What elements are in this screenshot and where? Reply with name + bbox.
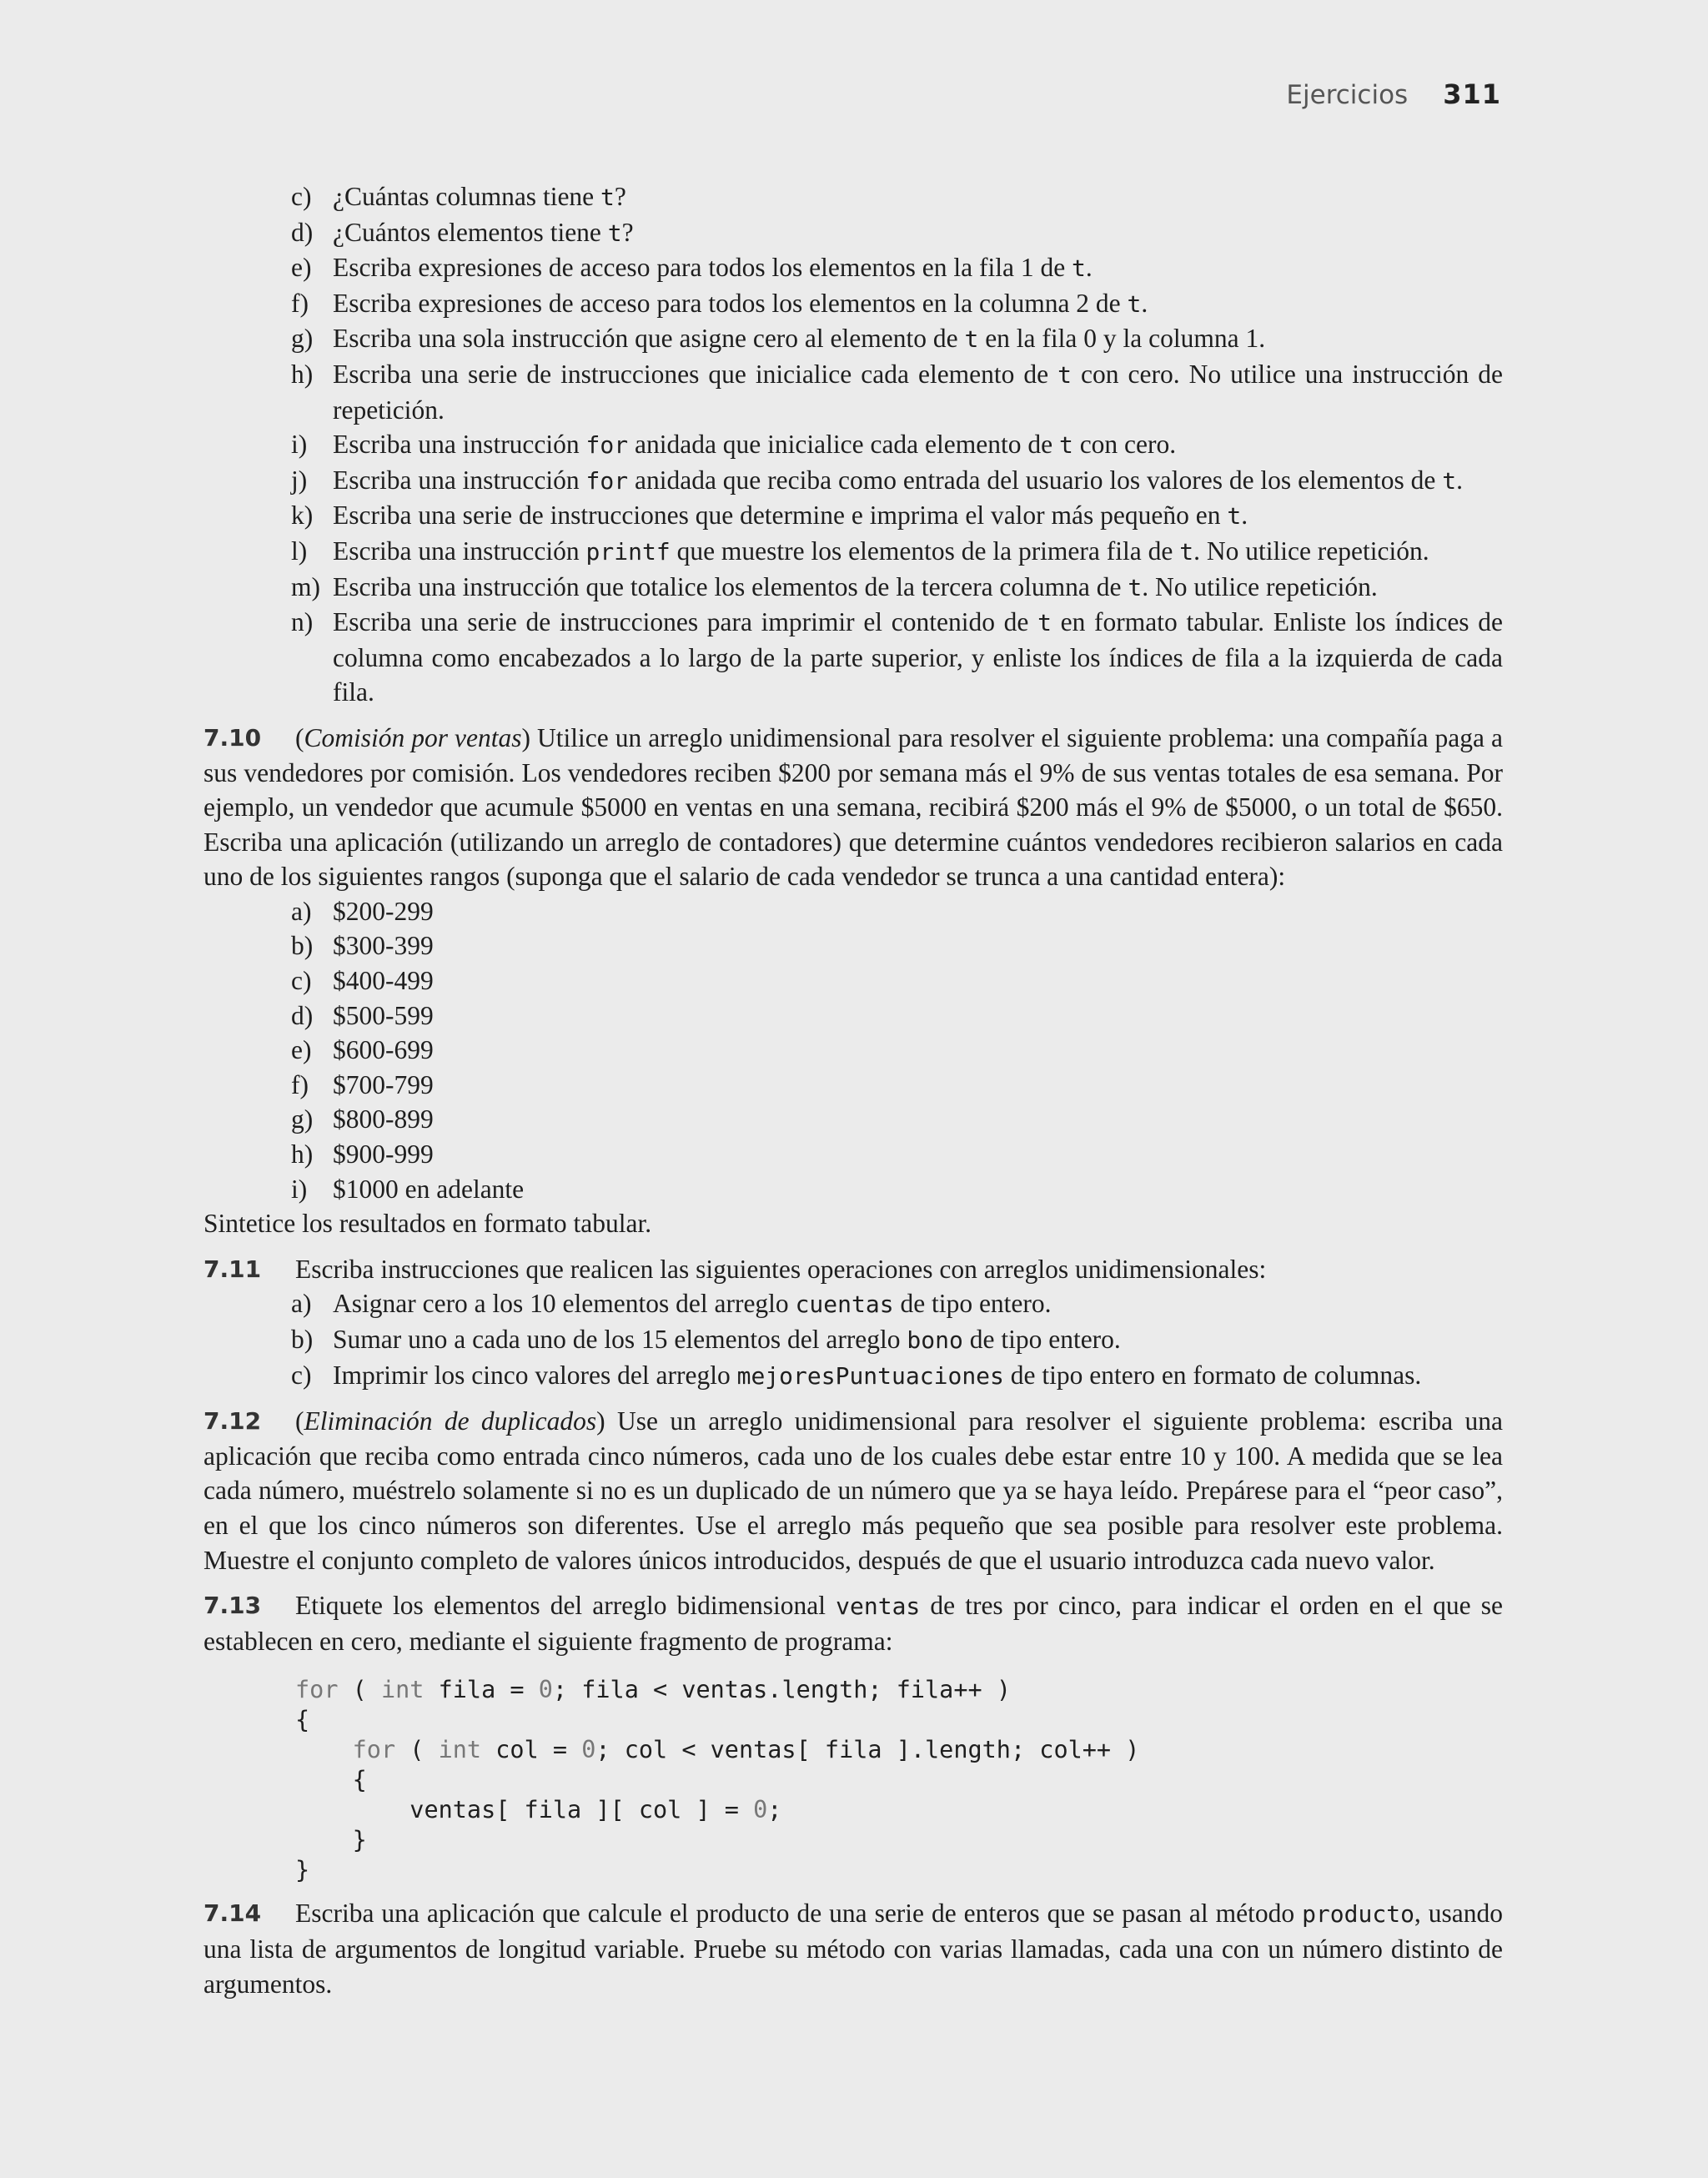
text-run: . — [1141, 288, 1148, 318]
list-item-label: d) — [291, 1000, 314, 1030]
code-word: for — [585, 466, 629, 495]
code-word: cuentas — [795, 1290, 894, 1319]
exercise-title: Comisión por ventas — [304, 722, 522, 752]
text-run: de tipo entero. — [962, 1325, 1121, 1354]
list-item-label: h) — [291, 1139, 314, 1169]
list-item — [203, 1102, 1503, 1137]
code-text: fila = — [424, 1676, 539, 1704]
list-item — [203, 963, 1503, 998]
text-run: Escriba una instrucción — [333, 430, 586, 460]
list-item-label: g) — [291, 1104, 314, 1134]
list-item — [203, 1286, 1503, 1322]
code-line — [295, 1735, 1503, 1765]
list-item-label: b) — [291, 1325, 314, 1354]
list-item-label: m) — [291, 571, 320, 601]
text-run: de tipo entero. — [893, 1289, 1052, 1319]
list-item — [203, 1172, 1503, 1207]
text-run: ? — [621, 217, 634, 247]
list-item-label: e) — [291, 253, 312, 283]
code-word: mejoresPuntuaciones — [736, 1361, 1004, 1390]
text-run: Escriba expresiones de acceso para todos los elementos en la columna 2 de — [333, 288, 1128, 318]
exercise-body: Use un arreglo unidimensional para resolver el siguiente problema: escriba una aplicación que reciba como entrada cinco números, cada uno de los cuales debe estar entre 10 y 100. A medida que se lea cada número, muéstrelo solamente si no es un duplicado de un número que ya se haya leído. Prepárese para el “peor caso”, en el que los cinco números son diferentes. Use el arreglo más pequeño que sea posible para resolver este problema. Muestre el conjunto completo de valores únicos introducidos, después de que el usuario introduzca cada nuevo valor. — [203, 1406, 1503, 1575]
code-word: t — [1442, 466, 1457, 495]
code-word: t — [607, 219, 622, 247]
exercise-text: (Comisión por ventas) Utilice un arreglo unidimensional para resolver el siguiente problema: una compañía paga a sus vendedores por comisión. Los vendedores reciben $200 por semana más el 9% de sus ventas totales de esa semana. Por ejemplo, un vendedor que acumule $5000 en ventas en una semana, recibirá $200 más el 9% de $5000, o un total de $650. Escriba una aplicación (utilizando un arreglo de contadores) que determine cuántos vendedores recibieron salarios en cada uno de los siguientes rangos (suponga que el salario de cada vendedor se trunca a una cantidad entera): — [203, 722, 1503, 892]
code-word: bono — [907, 1326, 963, 1354]
exercise-7-9-sublist — [203, 179, 1503, 710]
code-text: col = — [481, 1736, 582, 1764]
text-run: $300-399 — [333, 931, 434, 961]
text-run: . — [1241, 500, 1248, 531]
list-item-label: f) — [291, 1069, 309, 1099]
list-item — [203, 1033, 1503, 1068]
exercise-title: Eliminación de duplicados — [304, 1406, 597, 1436]
list-item-label: i) — [291, 430, 308, 460]
salary-range-list — [203, 894, 1503, 1206]
code-line — [295, 1795, 1503, 1825]
list-item — [203, 215, 1503, 251]
exercise-text: (Eliminación de duplicados) Use un arreglo unidimensional para resolver el siguiente problema: escriba una aplicación que reciba como entrada cinco números, cada uno de los cuales debe estar entre 10 y 100. A medida que se lea cada número, muéstrelo solamente si no es un duplicado de un número que ya se haya leído. Prepárese para el “peor caso”, en el que los cinco números son diferentes. Use el arreglo más pequeño que sea posible para resolver este problema. Muestre el conjunto completo de valores únicos introducidos, después de que el usuario introduzca cada nuevo valor. — [203, 1406, 1503, 1575]
code-text: { — [295, 1706, 310, 1734]
text-run: anidada que reciba como entrada del usuario los valores de los elementos de — [628, 465, 1443, 495]
code-keyword: for — [352, 1736, 396, 1764]
text-run: Escriba una sola instrucción que asigne cero al elemento de — [333, 324, 965, 354]
list-item — [203, 928, 1503, 963]
text-run: . — [1085, 253, 1093, 283]
list-item — [203, 1068, 1503, 1103]
code-word: producto — [1302, 1900, 1414, 1929]
list-item — [203, 463, 1503, 499]
text-run: $1000 en adelante — [333, 1174, 525, 1204]
list-item — [203, 1358, 1503, 1394]
code-line — [295, 1705, 1503, 1735]
text-run: $500-599 — [333, 1000, 434, 1030]
text-run: que muestre los elementos de la primera fila de — [670, 536, 1180, 566]
list-item-label: c) — [291, 1360, 312, 1390]
code-keyword: int — [380, 1676, 424, 1704]
list-item-label: g) — [291, 324, 314, 354]
list-item — [203, 357, 1503, 427]
list-item — [203, 570, 1503, 606]
code-word: ventas — [836, 1592, 921, 1621]
exercise-body-end: , usando una lista de argumentos de longitud variable. Pruebe su método con varias llamadas, cada una con un número distinto de argumentos. — [203, 1899, 1503, 1999]
text-run: . — [1456, 465, 1463, 495]
text-run: en formato tabular. Enliste los índices de columna como encabezados a lo largo de la parte superior, y enliste los índices de fila a la izquierda de cada fila. — [333, 607, 1503, 707]
list-item — [203, 179, 1503, 215]
list-item-label: c) — [291, 966, 312, 996]
text-run: Escriba una serie de instrucciones que inicialice cada elemento de — [333, 359, 1058, 389]
code-word: t — [1037, 609, 1052, 637]
list-item — [203, 894, 1503, 929]
exercise-7-13 — [203, 1588, 1503, 1885]
running-header — [1286, 78, 1501, 120]
exercise-7-10 — [203, 721, 1503, 1241]
list-item — [203, 534, 1503, 570]
code-block — [295, 1675, 1503, 1885]
exercise-closing: Sintetice los resultados en formato tabular. — [203, 1209, 652, 1239]
code-word: t — [1058, 431, 1073, 460]
exercise-number: 7.11 — [203, 1255, 262, 1283]
section-title: Ejercicios — [1286, 80, 1409, 110]
code-text: ( — [338, 1676, 381, 1704]
exercise-7-14 — [203, 1896, 1503, 2001]
code-line — [295, 1825, 1503, 1855]
code-word: t — [600, 184, 615, 211]
text-run: con cero. — [1073, 430, 1177, 460]
list-item-label: b) — [291, 931, 314, 961]
list-item-label: a) — [291, 896, 312, 926]
exercise-number: 7.13 — [203, 1592, 262, 1620]
list-item — [203, 498, 1503, 534]
code-keyword: int — [438, 1736, 482, 1764]
text-run: de tipo entero en formato de columnas. — [1003, 1360, 1422, 1390]
list-item — [203, 250, 1503, 286]
code-text: ; fila < ventas.length; fila++ ) — [552, 1676, 1011, 1704]
text-run: $600-699 — [333, 1035, 434, 1065]
text-run: Escriba una instrucción — [333, 465, 586, 495]
code-line — [295, 1765, 1503, 1795]
code-line — [295, 1675, 1503, 1705]
code-word: t — [1057, 360, 1073, 389]
list-item-label: l) — [291, 536, 308, 566]
exercise-7-11 — [203, 1252, 1503, 1393]
code-text: ; — [767, 1796, 782, 1824]
list-item-label: k) — [291, 500, 314, 531]
text-run: Asignar cero a los 10 elementos del arreglo — [333, 1289, 796, 1319]
list-item-label: c) — [291, 182, 312, 211]
text-run: $800-899 — [333, 1104, 434, 1134]
list-item-label: e) — [291, 1035, 312, 1065]
code-word: for — [585, 431, 629, 460]
text-run: Escriba una serie de instrucciones para imprimir el contenido de — [333, 607, 1038, 637]
list-item — [203, 1322, 1503, 1358]
operations-list — [203, 1286, 1503, 1393]
code-text: } — [295, 1856, 310, 1884]
code-word: t — [1127, 289, 1142, 318]
list-item-label: i) — [291, 1174, 308, 1204]
text-run: $200-299 — [333, 896, 434, 926]
list-item-label: a) — [291, 1289, 312, 1319]
text-run: Sumar uno a cada uno de los 15 elementos del arreglo — [333, 1325, 907, 1354]
exercise-body-end: de tres por cinco, para indicar el orden en el que se establecen en cero, mediante el siguiente fragmento de programa: — [203, 1591, 1503, 1656]
code-text: ( — [395, 1736, 439, 1764]
list-item-label: f) — [291, 288, 309, 318]
text-run: Escriba una instrucción — [333, 536, 586, 566]
text-run: con cero. No utilice una instrucción de repetición. — [333, 359, 1503, 425]
code-number: 0 — [581, 1736, 596, 1764]
code-line — [295, 1855, 1503, 1885]
exercise-text: Escriba instrucciones que realicen las siguientes operaciones con arreglos unidimensionales: — [295, 1254, 1267, 1284]
text-run: ? — [614, 182, 626, 211]
exercise-body-start: Etiquete los elementos del arreglo bidimensional — [295, 1591, 836, 1621]
exercise-body-start: Escriba una aplicación que calcule el producto de una serie de enteros que se pasan al método — [295, 1899, 1303, 1929]
text-run: Escriba una serie de instrucciones que determine e imprima el valor más pequeño en — [333, 500, 1228, 531]
exercise-body: Utilice un arreglo unidimensional para resolver el siguiente problema: una compañía paga a sus vendedores por comisión. Los vendedores reciben $200 por semana más el 9% de sus ventas totales de esa semana. Por ejemplo, un vendedor que acumule $5000 en ventas en una semana, recibirá $200 más el 9% de $5000, o un total de $650. Escriba una aplicación (utilizando un arreglo de contadores) que determine cuántos vendedores recibieron salarios en cada uno de los siguientes rangos (suponga que el salario de cada vendedor se trunca a una cantidad entera): — [203, 722, 1503, 892]
exercise-text — [203, 1588, 1503, 1658]
text-run: Imprimir los cinco valores del arreglo — [333, 1360, 737, 1390]
list-item — [203, 1137, 1503, 1172]
list-item-label: j) — [291, 465, 308, 495]
text-run: ¿Cuántas columnas tiene — [333, 182, 601, 211]
text-run: Escriba expresiones de acceso para todos los elementos en la fila 1 de — [333, 253, 1073, 283]
code-keyword: for — [295, 1676, 339, 1704]
list-item — [203, 427, 1503, 463]
code-text: ; col < ventas[ fila ].length; col++ ) — [595, 1736, 1140, 1764]
exercise-7-12 — [203, 1404, 1503, 1577]
code-word: printf — [585, 537, 671, 566]
exercise-number: 7.12 — [203, 1407, 262, 1436]
text-run: anidada que inicialice cada elemento de — [628, 430, 1059, 460]
code-word: t — [1128, 573, 1143, 601]
text-run: $400-499 — [333, 966, 434, 996]
code-number: 0 — [753, 1796, 768, 1824]
code-word: t — [1179, 537, 1194, 566]
list-item-label: d) — [291, 217, 314, 247]
text-run: en la fila 0 y la columna 1. — [978, 324, 1266, 354]
text-run: . No utilice repetición. — [1193, 536, 1429, 566]
list-item — [203, 998, 1503, 1034]
code-word: t — [964, 325, 979, 354]
page-body — [203, 179, 1503, 2001]
code-word: t — [1072, 254, 1086, 283]
list-item-label: h) — [291, 359, 314, 389]
list-item — [203, 605, 1503, 710]
list-item-label: n) — [291, 607, 314, 637]
text-run: ¿Cuántos elementos tiene — [333, 217, 608, 247]
code-text: { — [352, 1766, 367, 1794]
exercise-number: 7.14 — [203, 1899, 262, 1928]
exercise-number: 7.10 — [203, 723, 262, 752]
code-word: t — [1227, 502, 1242, 531]
text-run: $700-799 — [333, 1069, 434, 1099]
page-number: 311 — [1443, 78, 1501, 110]
text-run: $900-999 — [333, 1139, 434, 1169]
code-text: } — [352, 1826, 367, 1854]
list-item — [203, 321, 1503, 357]
text-run: Escriba una instrucción que totalice los elementos de la tercera columna de — [333, 571, 1128, 601]
text-run: . No utilice repetición. — [1142, 571, 1378, 601]
code-text: ventas[ fila ][ col ] = — [409, 1796, 754, 1824]
code-number: 0 — [538, 1676, 553, 1704]
exercise-text — [203, 1896, 1503, 2001]
list-item — [203, 286, 1503, 322]
